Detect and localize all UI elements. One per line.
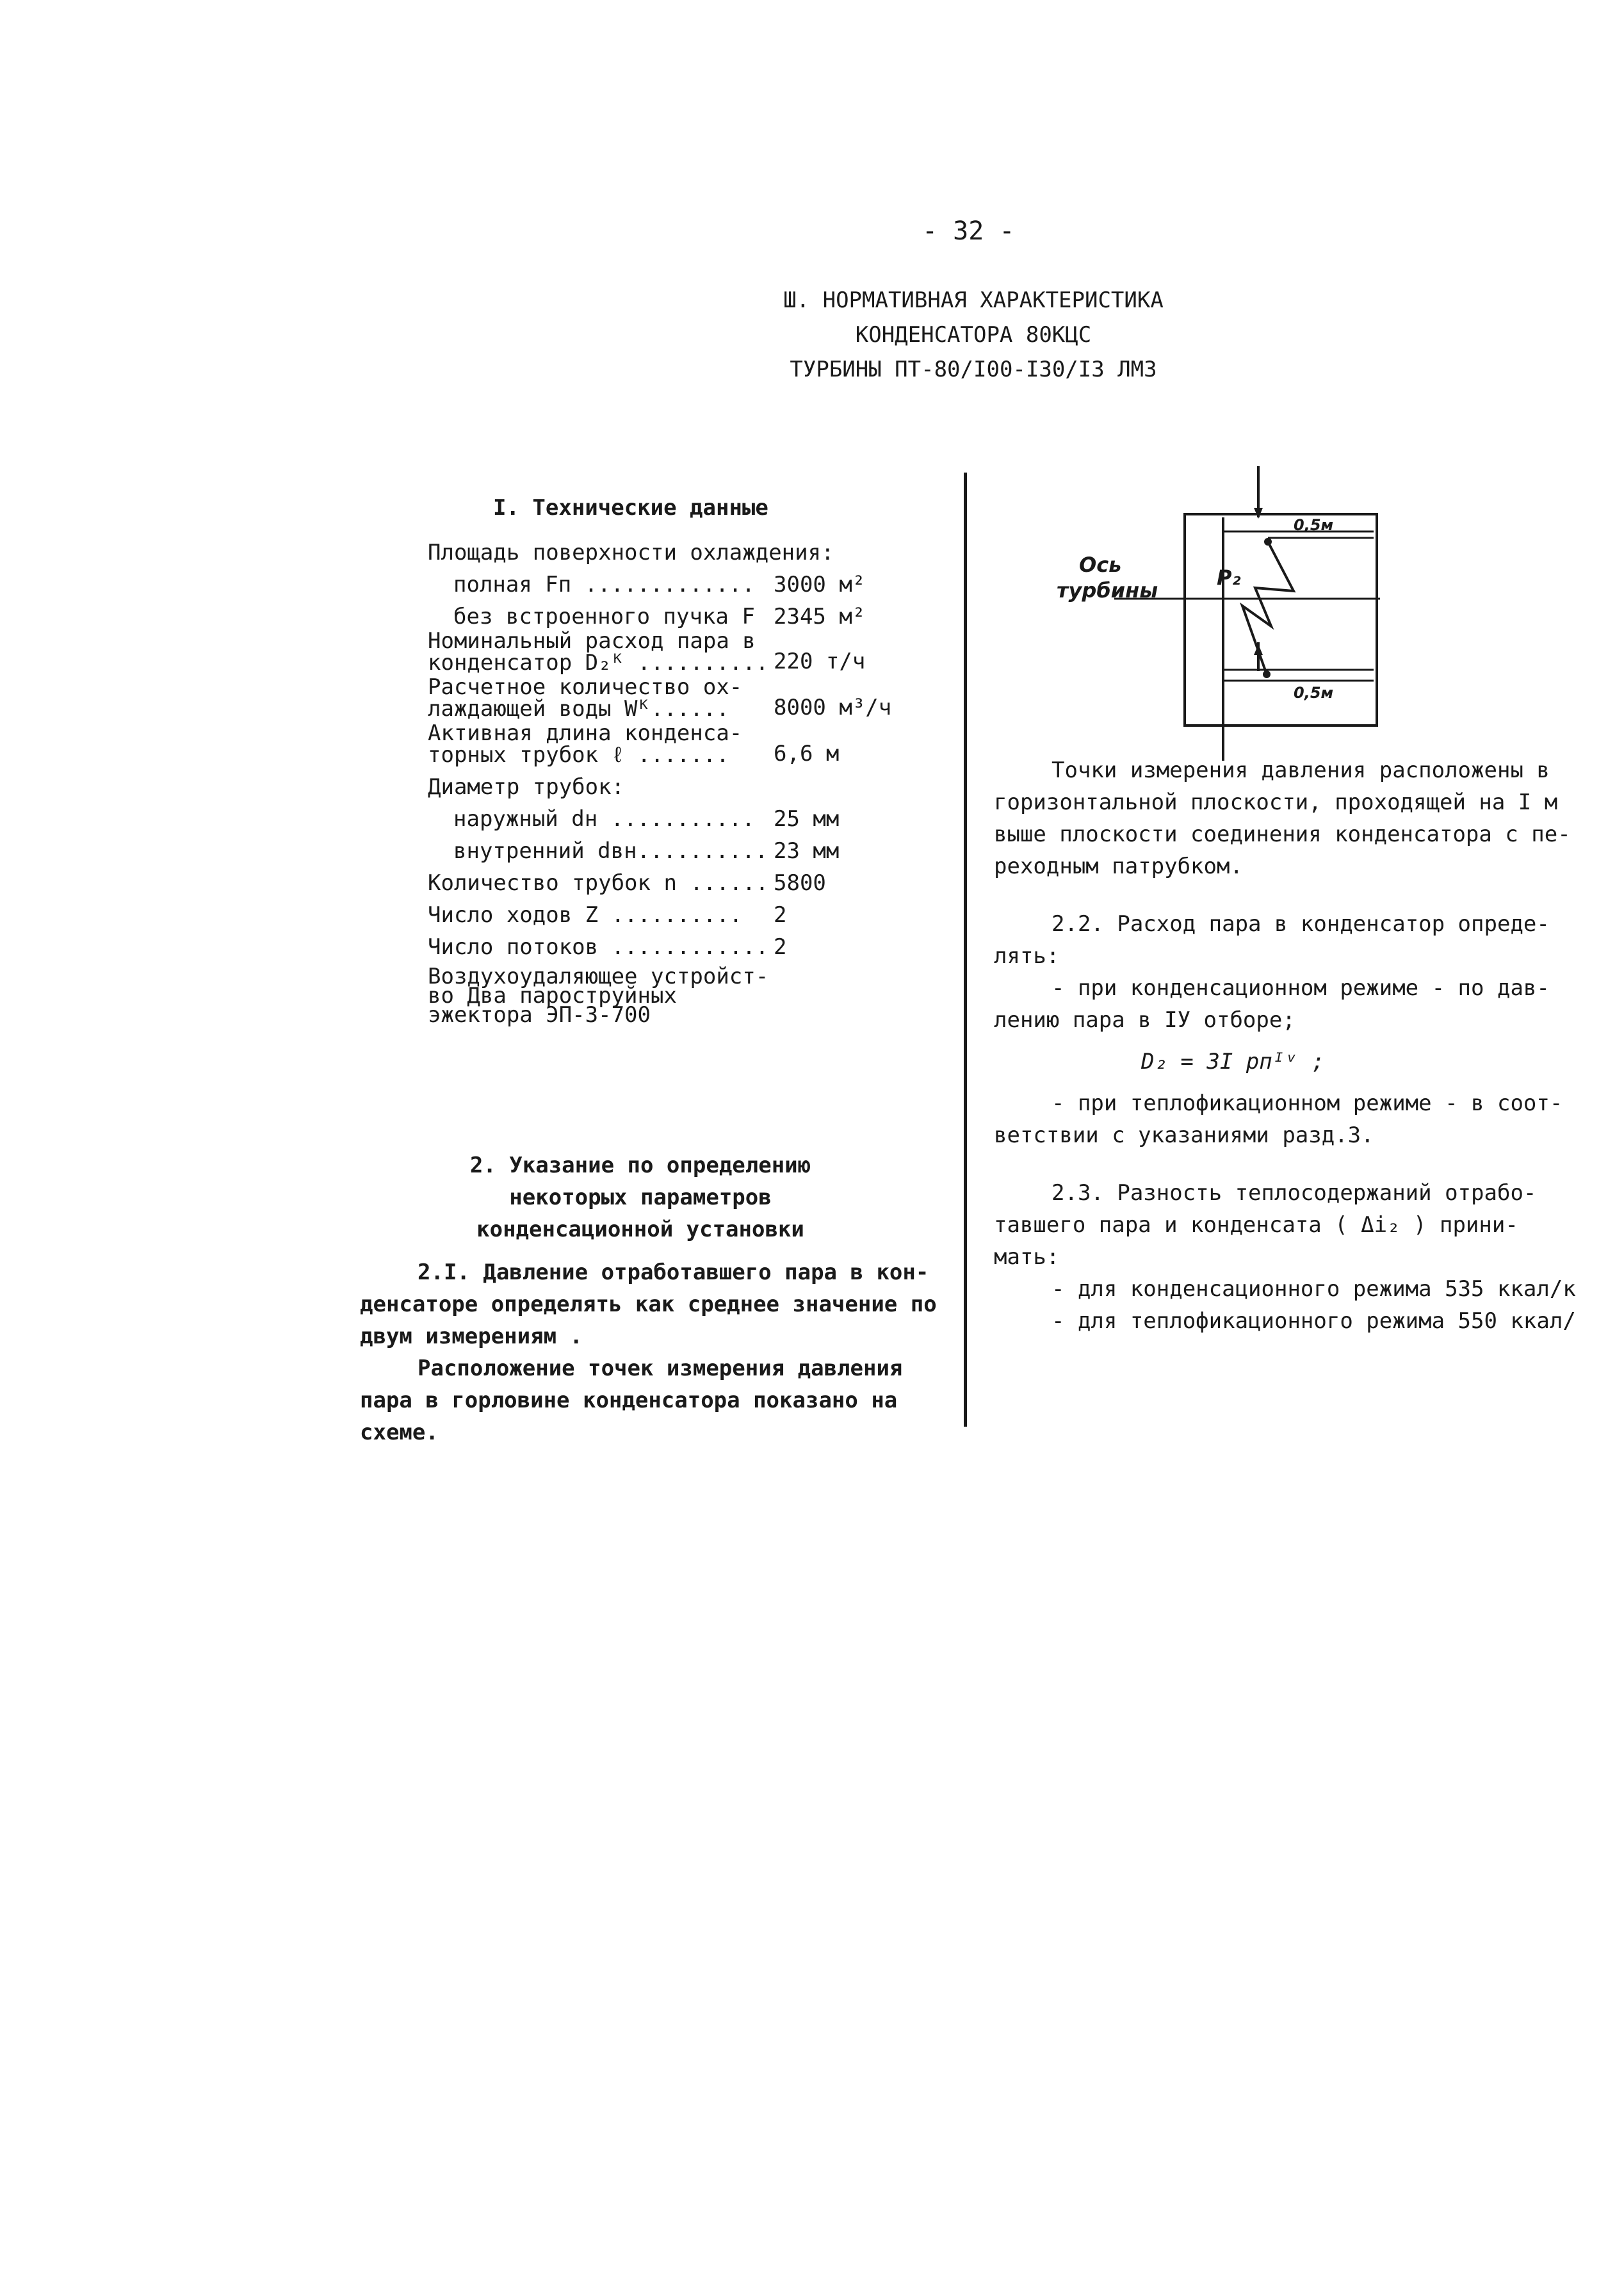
technical-data-list — [428, 537, 892, 1028]
lower-measurement-point — [1263, 670, 1271, 678]
spacer — [994, 882, 1570, 908]
p23-line3: мать: — [994, 1244, 1060, 1270]
tube-length-label-line2: торных трубок ℓ ....... — [428, 742, 729, 768]
inner-diameter-value: 23 мм — [774, 838, 840, 864]
desc-line3: выше плоскости соединения конденсатора с пе- — [994, 822, 1571, 847]
flows-value: 2 — [774, 934, 787, 960]
outer-diameter-row — [428, 803, 840, 835]
p23-line5: - для теплофикационного режима 550 ккал/ — [1052, 1308, 1576, 1334]
p21b-line3: схеме. — [360, 1420, 439, 1445]
area-full-value: 3000 м² — [774, 572, 866, 597]
air-removal-row — [428, 964, 769, 1028]
top-dimension-label: 0,5м — [1294, 516, 1334, 534]
steam-flow-label-line2: конденсатор D₂ᴷ .......... — [428, 650, 769, 676]
p23-line4: - для конденсационного режима 535 ккал/к — [1052, 1276, 1576, 1302]
header-line-3: ТУРБИНЫ ПТ-80/I00-I30/I3 ЛМЗ — [790, 357, 1157, 382]
p21-line2: денсаторе определять как среднее значение по — [360, 1292, 937, 1317]
section2-title-line2: некоторых параметров — [509, 1185, 772, 1210]
diameter-heading: Диаметр трубок: — [428, 774, 625, 800]
cooling-water-label-line1: Расчетное количество ох- — [428, 674, 743, 700]
bottom-dimension-label: 0,5м — [1294, 684, 1334, 702]
cooling-water-label-line2: лаждающей воды Wᴷ...... — [428, 696, 729, 722]
formula-d2: D₂ = 3I pпᴵᵛ ; — [1141, 1049, 1325, 1074]
right-column-text — [994, 754, 1576, 1337]
header-line-1: Ш. НОРМАТИВНАЯ ХАРАКТЕРИСТИКА — [783, 288, 1164, 313]
section2-title — [397, 1149, 884, 1245]
p22-line1: 2.2. Расход пара в конденсатор опреде- — [1052, 911, 1550, 937]
tube-length-label — [428, 722, 742, 766]
p2-label: P₂ — [1217, 565, 1241, 590]
p23-line1: 2.3. Разность теплосодержаний отрабо- — [1052, 1180, 1537, 1206]
air-removal-line2: во Два пароструйных — [428, 983, 677, 1009]
p22-line5: - при теплофикационном режиме - в соот- — [1052, 1090, 1563, 1116]
steam-flow-label-line1: Номинальный расход пара в — [428, 628, 756, 654]
p22-line4: лению пара в IУ отборе; — [994, 1007, 1295, 1033]
p21b-line2: пара в горловине конденсатора показано на — [360, 1388, 898, 1413]
p23-line2: тавшего пара и конденсата ( Δi₂ ) прини- — [994, 1212, 1518, 1238]
column-divider — [964, 473, 967, 1427]
tube-length-value: 6,6 м — [774, 741, 840, 766]
area-full-row — [428, 569, 866, 601]
document-header — [730, 283, 1217, 387]
p22-line3: - при конденсационном режиме - по дав- — [1052, 975, 1550, 1001]
measurement-scheme-diagram — [1050, 466, 1383, 761]
inner-diameter-row — [428, 835, 840, 867]
desc-line4: реходным патрубком. — [994, 854, 1243, 879]
outer-diameter-label: наружный dн ........... — [453, 806, 755, 832]
air-removal-line1: Воздухоудаляющее устройст- — [428, 964, 769, 989]
tube-length-label-line1: Активная длина конденса- — [428, 720, 743, 746]
spacer — [994, 1151, 1570, 1177]
p21-line3: двум измерениям . — [360, 1324, 583, 1349]
cooling-water-value: 8000 м³/ч — [774, 695, 892, 720]
area-full-label: полная Fп ............. — [453, 572, 755, 597]
section2-title-line3: конденсационной установки — [476, 1217, 804, 1242]
outer-diameter-value: 25 мм — [774, 806, 840, 832]
steam-flow-row — [428, 628, 866, 679]
header-line-2: КОНДЕНСАТОРА 80КЦС — [855, 322, 1092, 348]
passes-row — [428, 899, 787, 931]
page-number: - 32 - — [922, 216, 1015, 246]
area-heading: Площадь поверхности охлаждения: — [428, 540, 834, 565]
inner-diameter-label: внутренний dвн.......... — [453, 838, 768, 864]
desc-line1: Точки измерения давления расположены в — [1052, 758, 1550, 783]
flows-row — [428, 931, 787, 963]
air-removal-line3: эжектора ЭП-3-700 — [428, 1002, 651, 1028]
tube-length-row — [428, 720, 840, 771]
area-without-label: без встроенного пучка F — [453, 604, 755, 629]
area-without-value: 2345 м² — [774, 604, 866, 629]
diameter-heading-row — [428, 771, 768, 803]
tube-count-value: 5800 — [774, 870, 826, 896]
axis-label-line2: турбины — [1057, 578, 1158, 603]
steam-flow-value: 220 т/ч — [774, 649, 866, 674]
cooling-water-label — [428, 676, 742, 720]
desc-line2: горизонтальной плоскости, проходящей на I м — [994, 790, 1558, 815]
steam-flow-label — [428, 630, 768, 674]
passes-label: Число ходов Z .......... — [428, 902, 743, 928]
flows-label: Число потоков ............ — [428, 934, 769, 960]
p22-line2: лять: — [994, 943, 1060, 969]
section1-title: I. Технические данные — [493, 495, 768, 521]
tube-count-label: Количество трубок n ...... — [428, 870, 769, 896]
section2-title-line1: 2. Указание по определению — [469, 1153, 811, 1178]
p21b-line1: Расположение точек измерения давления — [418, 1356, 903, 1381]
p22-line6: ветствии с указаниями разд.3. — [994, 1123, 1374, 1148]
impulse-line — [1242, 542, 1294, 674]
tube-count-row — [428, 867, 826, 899]
passes-value: 2 — [774, 902, 787, 928]
condenser-neck-outline — [1185, 514, 1377, 726]
p21-line1: 2.I. Давление отработавшего пара в кон- — [418, 1260, 929, 1285]
axis-label-line1: Ось — [1079, 553, 1122, 577]
area-heading-row — [428, 537, 834, 569]
cooling-water-row — [428, 674, 892, 725]
upper-measurement-point — [1264, 538, 1272, 546]
paragraph-2-1 — [360, 1256, 937, 1448]
